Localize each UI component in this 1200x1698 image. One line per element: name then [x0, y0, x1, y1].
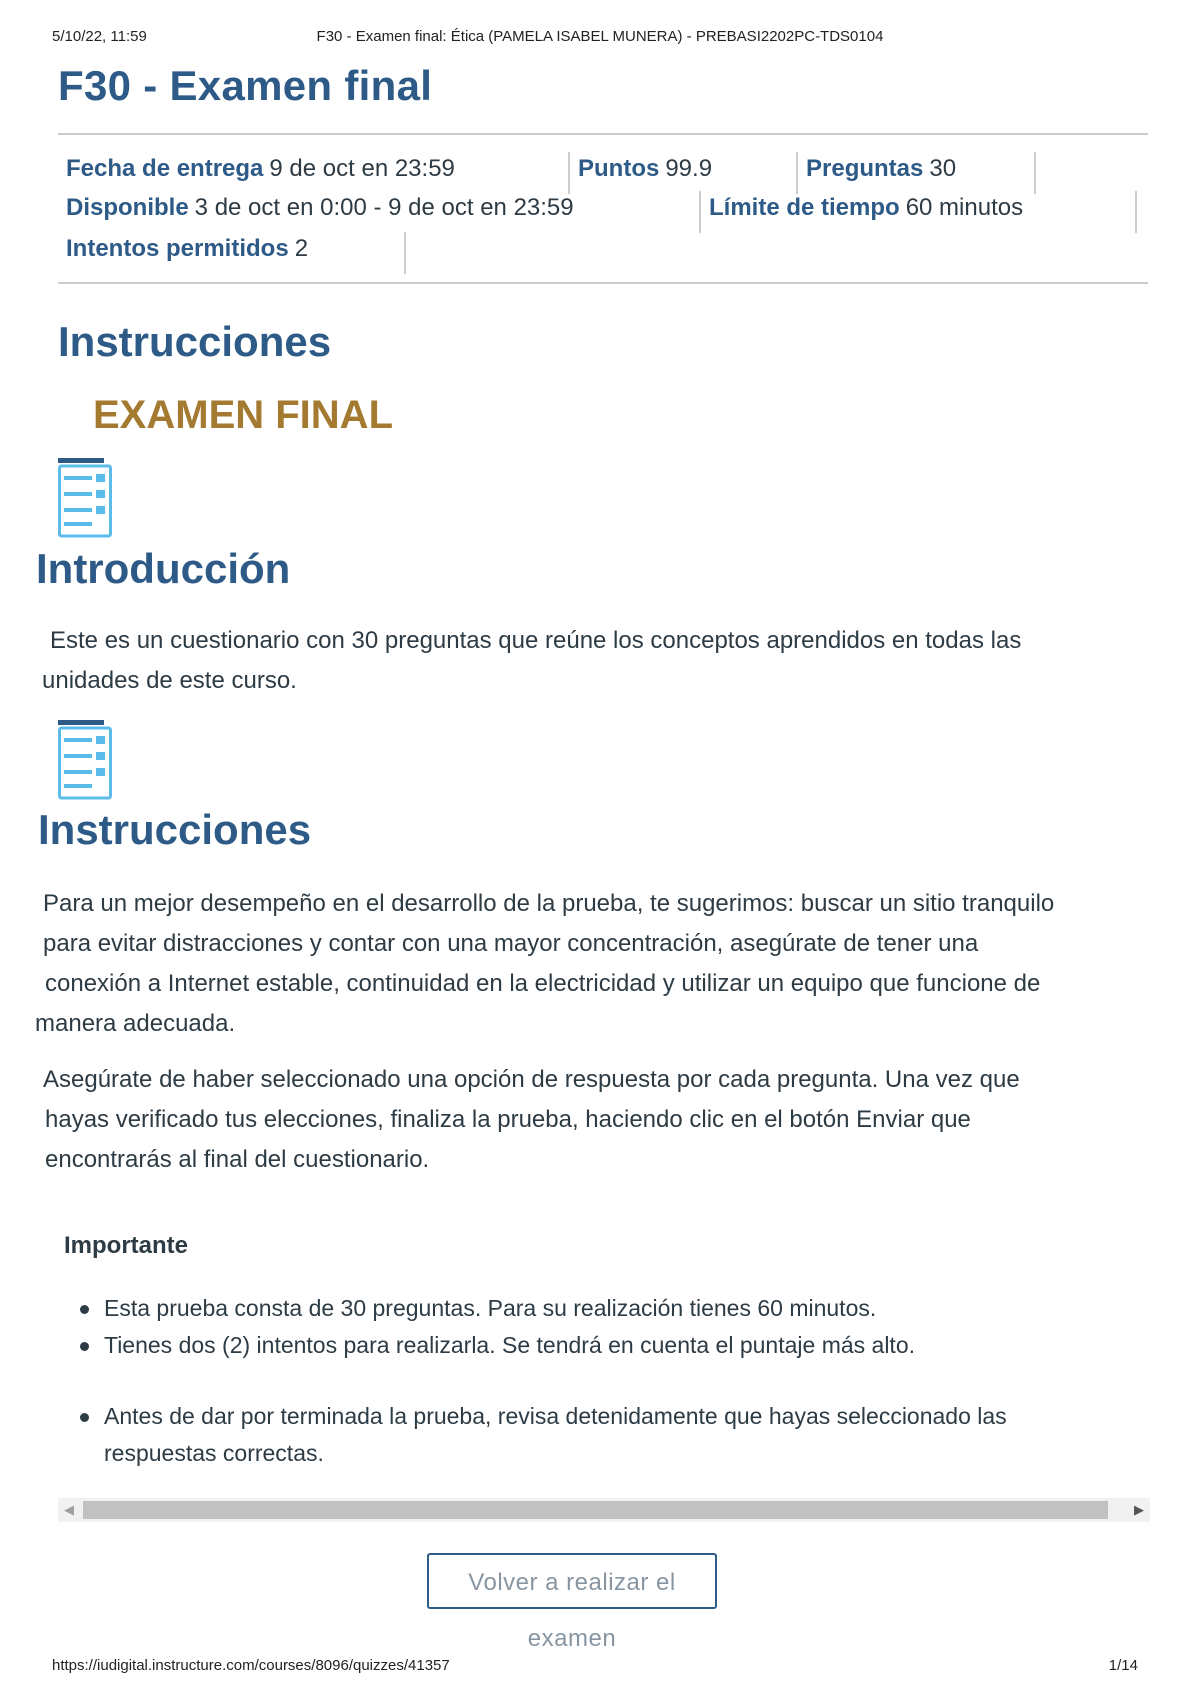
intro-section	[36, 545, 1150, 695]
instr-p1-line-2: para evitar distracciones y contar con una mayor concentración, asegúrate de tener una	[43, 930, 979, 957]
available-label: Disponible	[66, 194, 189, 221]
scrollbar-thumb[interactable]	[83, 1501, 1108, 1519]
quiz-title: F30 - Examen final	[58, 62, 433, 109]
document-list-icon	[58, 720, 114, 800]
attempts-value: 2	[294, 235, 309, 262]
document-list-icon	[58, 458, 114, 538]
print-page-title: F30 - Examen final: Ética (PAMELA ISABEL MUNERA) - PREBASI2202PC-TDS0104	[316, 28, 884, 45]
horizontal-scrollbar[interactable]	[58, 1498, 1150, 1522]
questions-label: Preguntas	[806, 155, 924, 182]
points-label: Puntos	[578, 155, 660, 182]
instr-p1-line-1: Para un mejor desempeño en el desarrollo de la prueba, te sugerimos: buscar un sitio tranquilo	[43, 890, 1055, 917]
points	[568, 152, 712, 194]
instr-sub-heading: Instrucciones	[38, 806, 312, 853]
available-value: 3 de oct en 0:00 - 9 de oct en 23:59	[194, 194, 574, 221]
print-footer	[52, 1657, 1148, 1677]
divider-top	[58, 133, 1148, 135]
attempts-label: Intentos permitidos	[66, 235, 289, 262]
important-title: Importante	[64, 1232, 189, 1259]
intro-heading: Introducción	[36, 545, 291, 592]
print-header	[52, 28, 1148, 48]
print-url: https://iudigital.instructure.com/courses/8096/quizzes/41357	[52, 1657, 450, 1674]
intro-line-1: Este es un cuestionario con 30 preguntas que reúne los conceptos aprendidos en todas las	[50, 627, 1022, 654]
instr-section	[35, 806, 1150, 1186]
list-item: Esta prueba consta de 30 preguntas. Para su realización tienes 60 minutos.	[80, 1290, 1114, 1327]
list-item: Tienes dos (2) intentos para realizarla. Se tendrá en cuenta el puntaje más alto.	[80, 1327, 1114, 1364]
instructions-heading: Instrucciones	[58, 318, 332, 365]
intro-line-2: unidades de este curso.	[42, 667, 297, 694]
availability	[58, 191, 574, 233]
time-limit	[699, 191, 1137, 233]
instr-p1-line-4: manera adecuada.	[35, 1010, 236, 1037]
due-label: Fecha de entrega	[66, 155, 264, 182]
allowed-attempts	[58, 232, 406, 274]
divider-bottom	[58, 282, 1148, 284]
print-datetime: 5/10/22, 11:59	[52, 28, 147, 45]
instr-p2-line-1: Asegúrate de haber seleccionado una opción de respuesta por cada pregunta. Una vez que	[43, 1066, 1020, 1093]
due-date	[58, 152, 455, 194]
retake-quiz-button[interactable]: Volver a realizar el examen	[427, 1553, 717, 1609]
scroll-right-arrow-icon[interactable]: ▶	[1134, 1502, 1144, 1517]
instr-p1-line-3: conexión a Internet estable, continuidad en la electricidad y utilizar un equipo que funcione de	[45, 970, 1041, 997]
questions-value: 30	[929, 155, 957, 182]
list-item: Antes de dar por terminada la prueba, revisa detenidamente que hayas seleccionado las respuestas correctas.	[80, 1398, 1114, 1472]
questions-count	[796, 152, 1036, 194]
due-value: 9 de oct en 23:59	[269, 155, 455, 182]
points-value: 99.9	[665, 155, 713, 182]
time-limit-label: Límite de tiempo	[709, 194, 900, 221]
instr-p2-line-3: encontrarás al final del cuestionario.	[45, 1146, 430, 1173]
time-limit-value: 60 minutos	[905, 194, 1024, 221]
exam-final-heading: EXAMEN FINAL	[93, 393, 393, 437]
instr-p2-line-2: hayas verificado tus elecciones, finaliza la prueba, haciendo clic en el botón Enviar que	[45, 1106, 971, 1133]
print-page-number: 1/14	[1108, 1657, 1138, 1674]
scroll-left-arrow-icon[interactable]: ◀	[64, 1502, 74, 1517]
important-list	[80, 1290, 1114, 1472]
